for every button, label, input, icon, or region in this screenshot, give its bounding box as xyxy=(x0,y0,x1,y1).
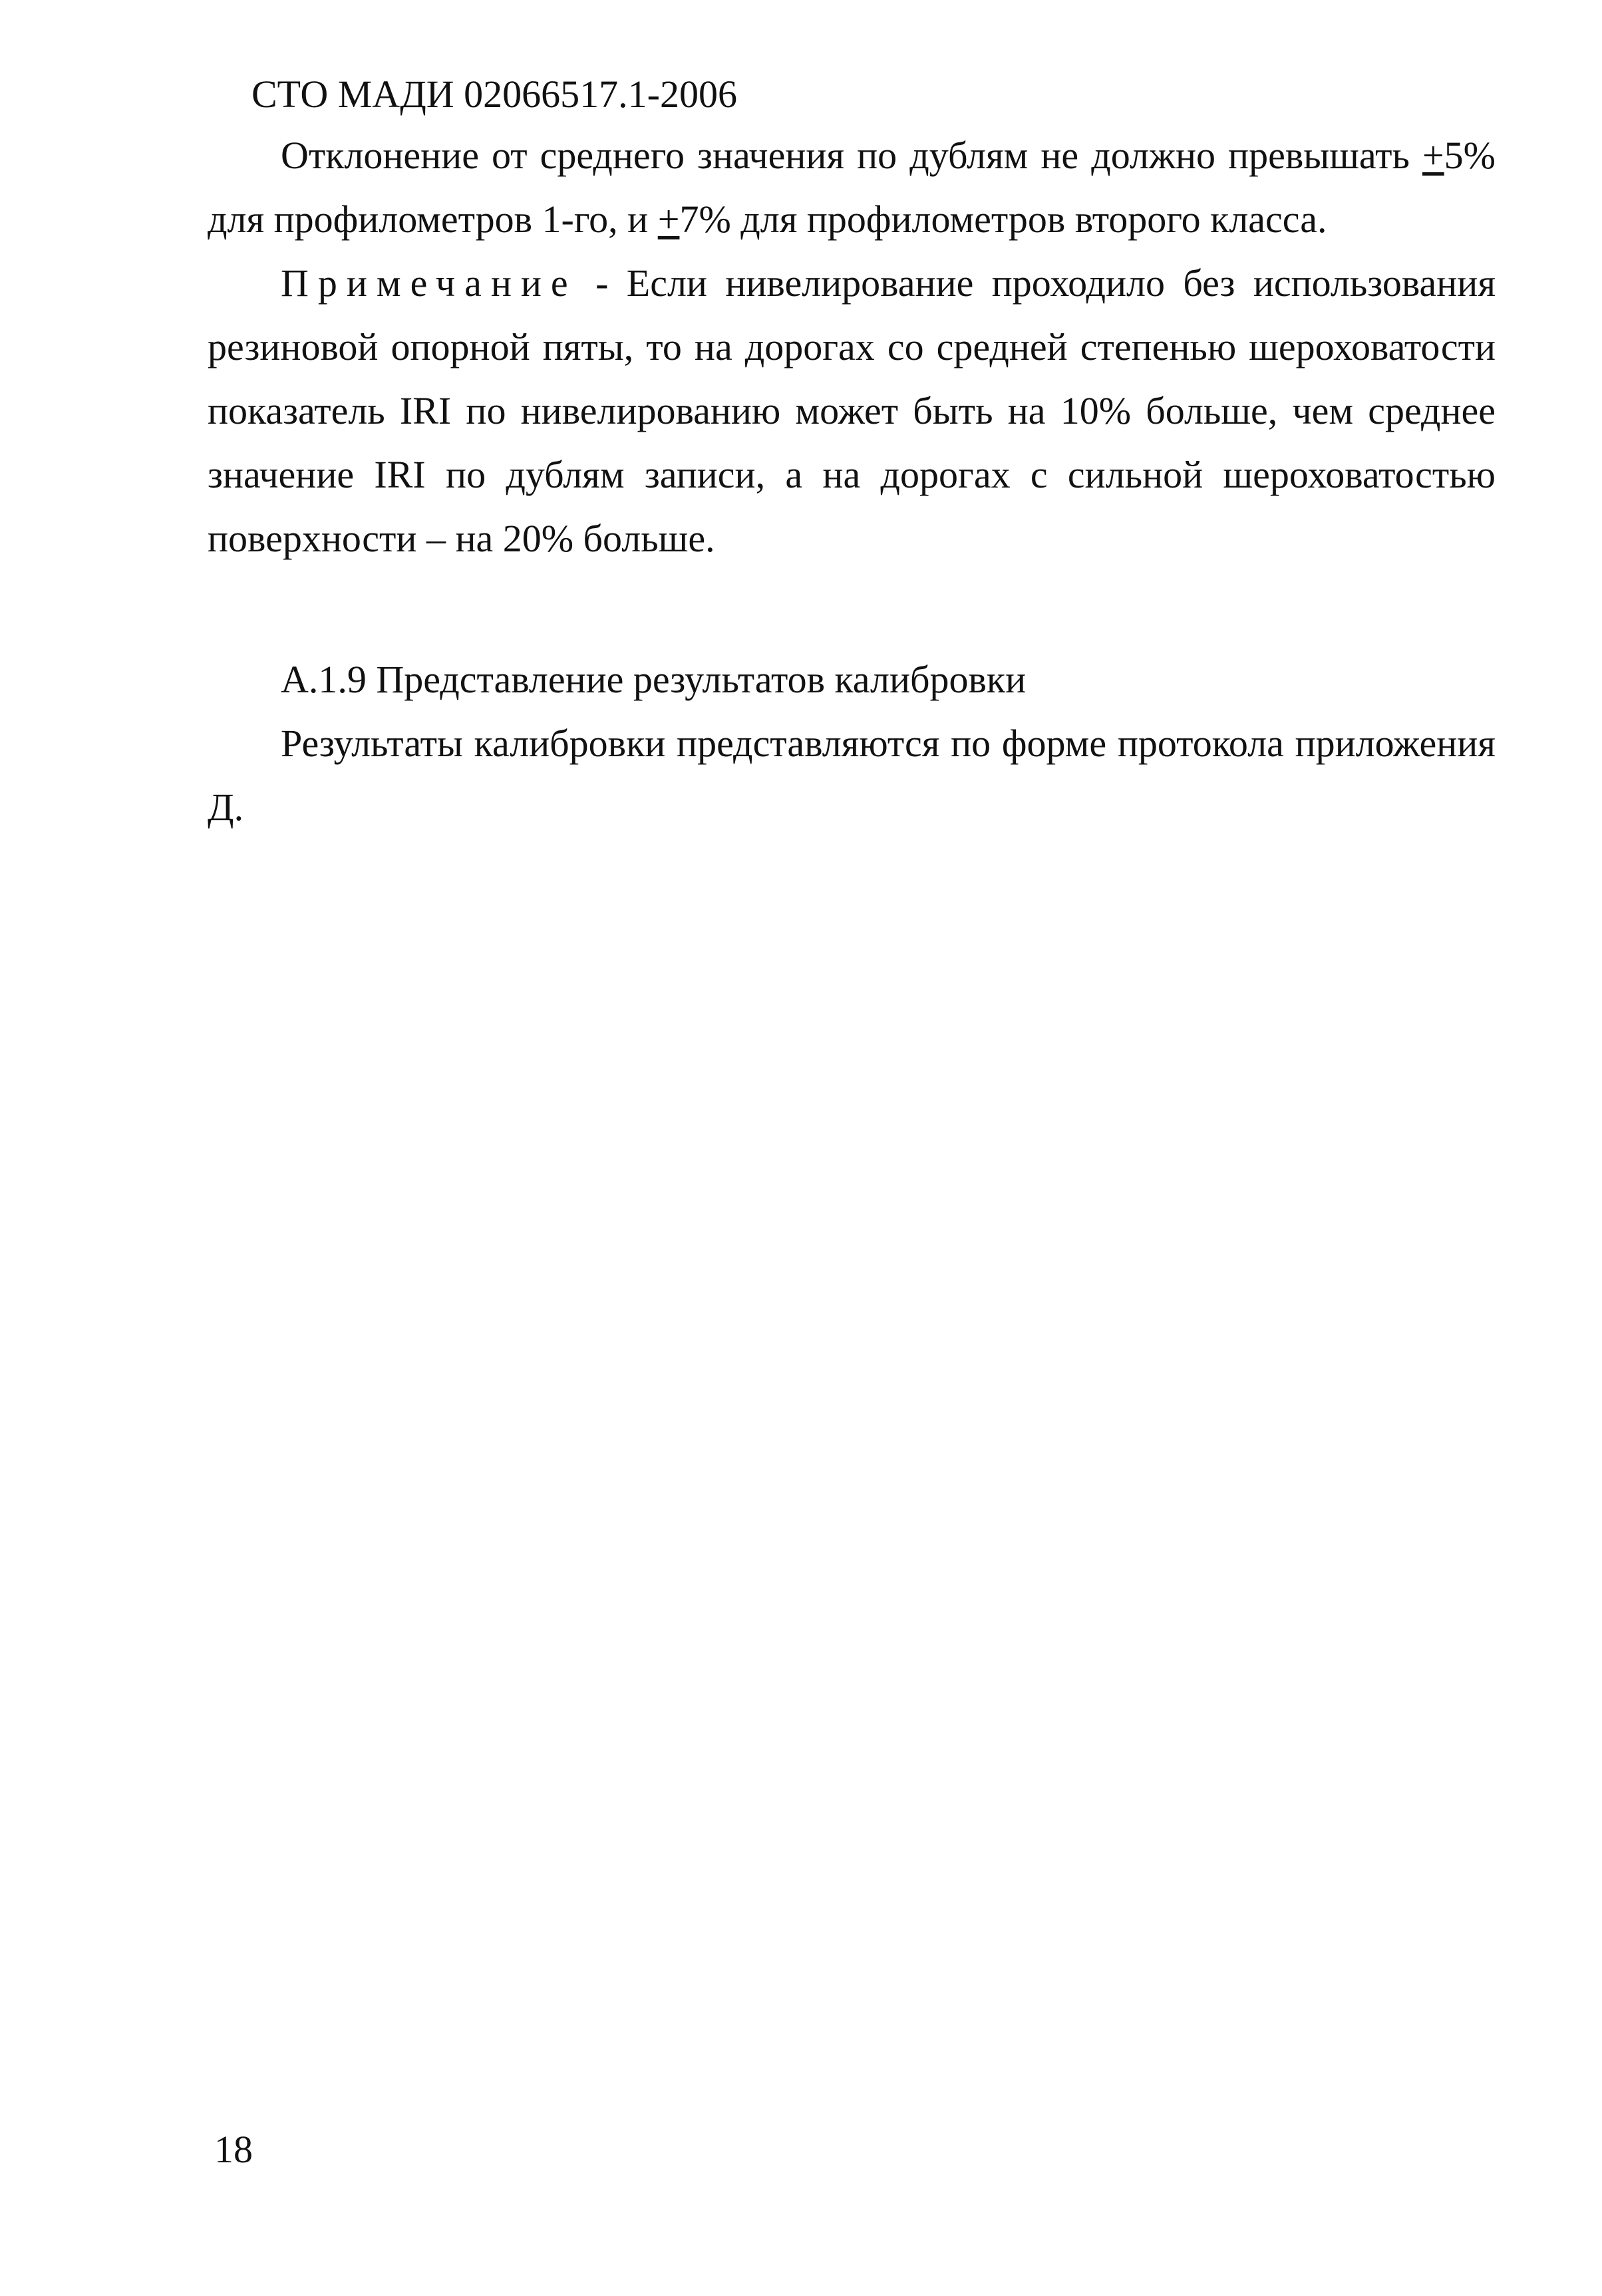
note-body: - Если нивелирование проходило без использования резиновой опорной пяты, то на дорогах со средней степенью шероховатости показатель IRI по нивелированию может быть на 10% больше, чем среднее значение IRI по дублям записи, а на дорогах с сильной шероховатостью поверхности – на 20% больше. xyxy=(208,261,1496,560)
plus-minus-sign: + xyxy=(657,198,680,241)
note-label: Примечание xyxy=(281,261,577,305)
page-number: 18 xyxy=(214,2128,253,2171)
section-heading-block xyxy=(208,648,1496,712)
note-text xyxy=(208,251,1496,571)
section-heading: А.1.9 Представление результатов калибровки xyxy=(281,658,1027,701)
section-paragraph xyxy=(208,712,1496,839)
section-text: Результаты калибровки представляются по форме протокола приложения Д. xyxy=(208,722,1496,829)
note-paragraph xyxy=(208,251,1496,571)
document-code: СТО МАДИ 02066517.1-2006 xyxy=(251,72,737,116)
plus-minus-sign: + xyxy=(1422,134,1444,177)
deviation-text-part1: Отклонение от среднего значения по дублям не должно превышать xyxy=(281,134,1422,177)
deviation-text-part3: 7% для профилометров второго класса. xyxy=(679,198,1327,241)
deviation-text-part2: 5% для профилометров 1-го, и xyxy=(208,134,1496,241)
deviation-text xyxy=(208,124,1496,251)
deviation-paragraph xyxy=(208,124,1496,251)
